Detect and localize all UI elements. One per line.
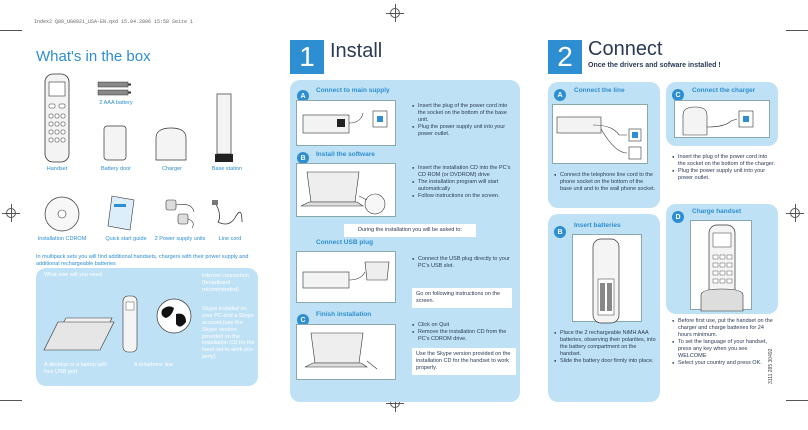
connect-badge-a: A: [554, 89, 566, 101]
crop-line: [0, 400, 22, 401]
connect-c-bullets: [672, 154, 776, 182]
connect-a-title: Connect the line: [574, 87, 625, 94]
install-b-bullet: ● Follow instructions on the screen.: [412, 193, 516, 200]
registration-mark-left: [2, 204, 20, 222]
install-c-illustration: [296, 324, 396, 380]
install-c-note: Use the Skype version provided on the installation CD for the handset to work properly.: [412, 348, 516, 375]
connect-b-bullets: [554, 330, 656, 365]
connect-c-illustration: [674, 100, 770, 138]
multipack-note: In multipack sets you will find additional handsets, chargers with their power supply and additional rechargeable batteries: [36, 254, 249, 267]
charger-caption: Charger: [162, 166, 182, 172]
connect-c-bullet: ● Insert the plug of the power cord into the socket on the bottom of the charger.: [672, 154, 776, 168]
connect-b-bullet: ● Place the 2 rechargeable NiMH AAA batteries, observing their polarities, into the battery compartment on the handset.: [554, 330, 656, 358]
install-c-title: Finish installation: [316, 311, 372, 318]
install-b-title: Install the software: [316, 151, 375, 158]
line-cord-image: [212, 200, 246, 228]
connect-a-illustration: [552, 104, 648, 164]
crop-line: [786, 30, 808, 31]
connect-badge-b: B: [554, 226, 566, 238]
install-c-bullet: ● Click on Quit: [412, 322, 516, 329]
connect-b-illustration: [572, 234, 642, 322]
install-badge-b: B: [297, 152, 309, 164]
connect-badge-c: C: [672, 89, 684, 101]
cdrom-caption: Installation CDROM: [37, 236, 87, 242]
install-title: Install: [330, 40, 383, 62]
connect-d-bullet: ● Before first use, put the handset on the charger and charge batteries for 24 hours minimum.: [672, 318, 776, 339]
skype-note: Skype installed on your PC and a Skype account (use the Skype version provided on the installation CD for the hand-set to work pro-perly).: [202, 306, 255, 361]
install-a-bullets: [412, 103, 516, 138]
laptop-image: [44, 302, 114, 352]
guide-image: [108, 196, 134, 230]
during-install-note: During the installation you will be asked to:: [344, 224, 476, 237]
connect-b-title: Insert batteries: [574, 222, 621, 229]
connect-a-bullet: ● Connect the telephone line cord to the phone socket on the bottom of the base unit and to the wall phone socket.: [554, 172, 656, 193]
install-a-bullet: ● Insert the plug of the power cord into the socket on the bottom of the base unit.: [412, 103, 516, 124]
globe-image: [156, 298, 192, 334]
connect-subtitle: Once the drivers and sofware installed !: [588, 62, 721, 69]
crop-line: [0, 30, 22, 31]
telephone-image: [122, 296, 138, 352]
connect-d-illustration: [690, 220, 752, 310]
side-code: 3111 285 30492: [768, 348, 774, 384]
power-supply-caption: 2 Power supply units: [154, 236, 206, 242]
connect-d-title: Charge handset: [692, 208, 742, 215]
telephone-line-note: A telephone line: [134, 362, 174, 368]
print-header: Index2 Q80_UG0921_USA-EN.qxd 15.04.2006 15:58 Seite 1: [34, 19, 194, 25]
connect-d-bullets: [672, 318, 776, 367]
usb-bullets: [412, 256, 516, 270]
install-number: 1: [290, 40, 324, 74]
battery-caption: 2 AAA battery: [99, 100, 133, 106]
what-else-title: What else will you need: [44, 272, 102, 278]
connect-a-bullets: [554, 172, 656, 193]
box-title: What's in the box: [36, 48, 151, 65]
handset-caption: Handset: [46, 166, 68, 172]
registration-mark-top: [386, 4, 404, 22]
guide-caption: Quick start guide: [105, 236, 147, 242]
cdrom-image: [44, 196, 80, 232]
install-a-title: Connect to main supply: [316, 87, 390, 94]
usb-bullet: ● Connect the USB plug directly to your PC's USB slot.: [412, 256, 516, 270]
connect-badge-d: D: [672, 211, 684, 223]
connect-number: 2: [548, 40, 582, 74]
usb-title: Connect USB plug: [316, 239, 374, 246]
usb-note: Go on following instructions on the screen.: [412, 288, 512, 308]
desktop-note: A desktop or a laptop with free USB port: [44, 362, 107, 375]
charger-image: [154, 128, 188, 160]
base-station-image: [215, 94, 233, 162]
install-badge-c: C: [297, 314, 309, 326]
connect-c-title: Connect the charger: [692, 87, 756, 94]
install-badge-a: A: [297, 90, 309, 102]
install-b-bullet: ● Insert the installation CD into the PC's CD ROM (or DVDROM) drive: [412, 165, 516, 179]
connect-b-bullet: ● Slide the battery door firmly into place.: [554, 358, 656, 365]
battery-door-image: [104, 126, 126, 160]
install-b-bullet: ● The installation program will start automatically: [412, 179, 516, 193]
install-b-bullets: [412, 165, 516, 200]
power-supply-image: [162, 198, 198, 230]
connect-c-bullet: ● Plug the power supply unit into your power outlet.: [672, 168, 776, 182]
base-station-caption: Base station: [211, 166, 243, 172]
connect-d-bullet: ● To set the language of your handset, press any key when you see WELCOME: [672, 339, 776, 360]
install-b-illustration: [296, 163, 396, 217]
crop-line: [786, 400, 808, 401]
registration-mark-right: [786, 204, 804, 222]
install-c-bullets: [412, 322, 516, 343]
install-a-illustration: [296, 100, 396, 146]
install-a-bullet: ● Plug the power supply unit into your power outlet.: [412, 124, 516, 138]
battery-image: [98, 82, 134, 96]
connect-title: Connect: [588, 38, 663, 60]
connect-d-bullet: ● Select your country and press OK.: [672, 360, 776, 367]
battery-door-caption: Battery door: [101, 166, 131, 172]
internet-note: Internet connection (broadband recommended): [202, 273, 249, 293]
usb-illustration: [296, 251, 396, 303]
line-cord-caption: Line cord: [218, 236, 242, 242]
handset-image: [42, 74, 72, 162]
install-c-bullet: ● Remove the installation CD from the PC's CDROM drive.: [412, 329, 516, 343]
